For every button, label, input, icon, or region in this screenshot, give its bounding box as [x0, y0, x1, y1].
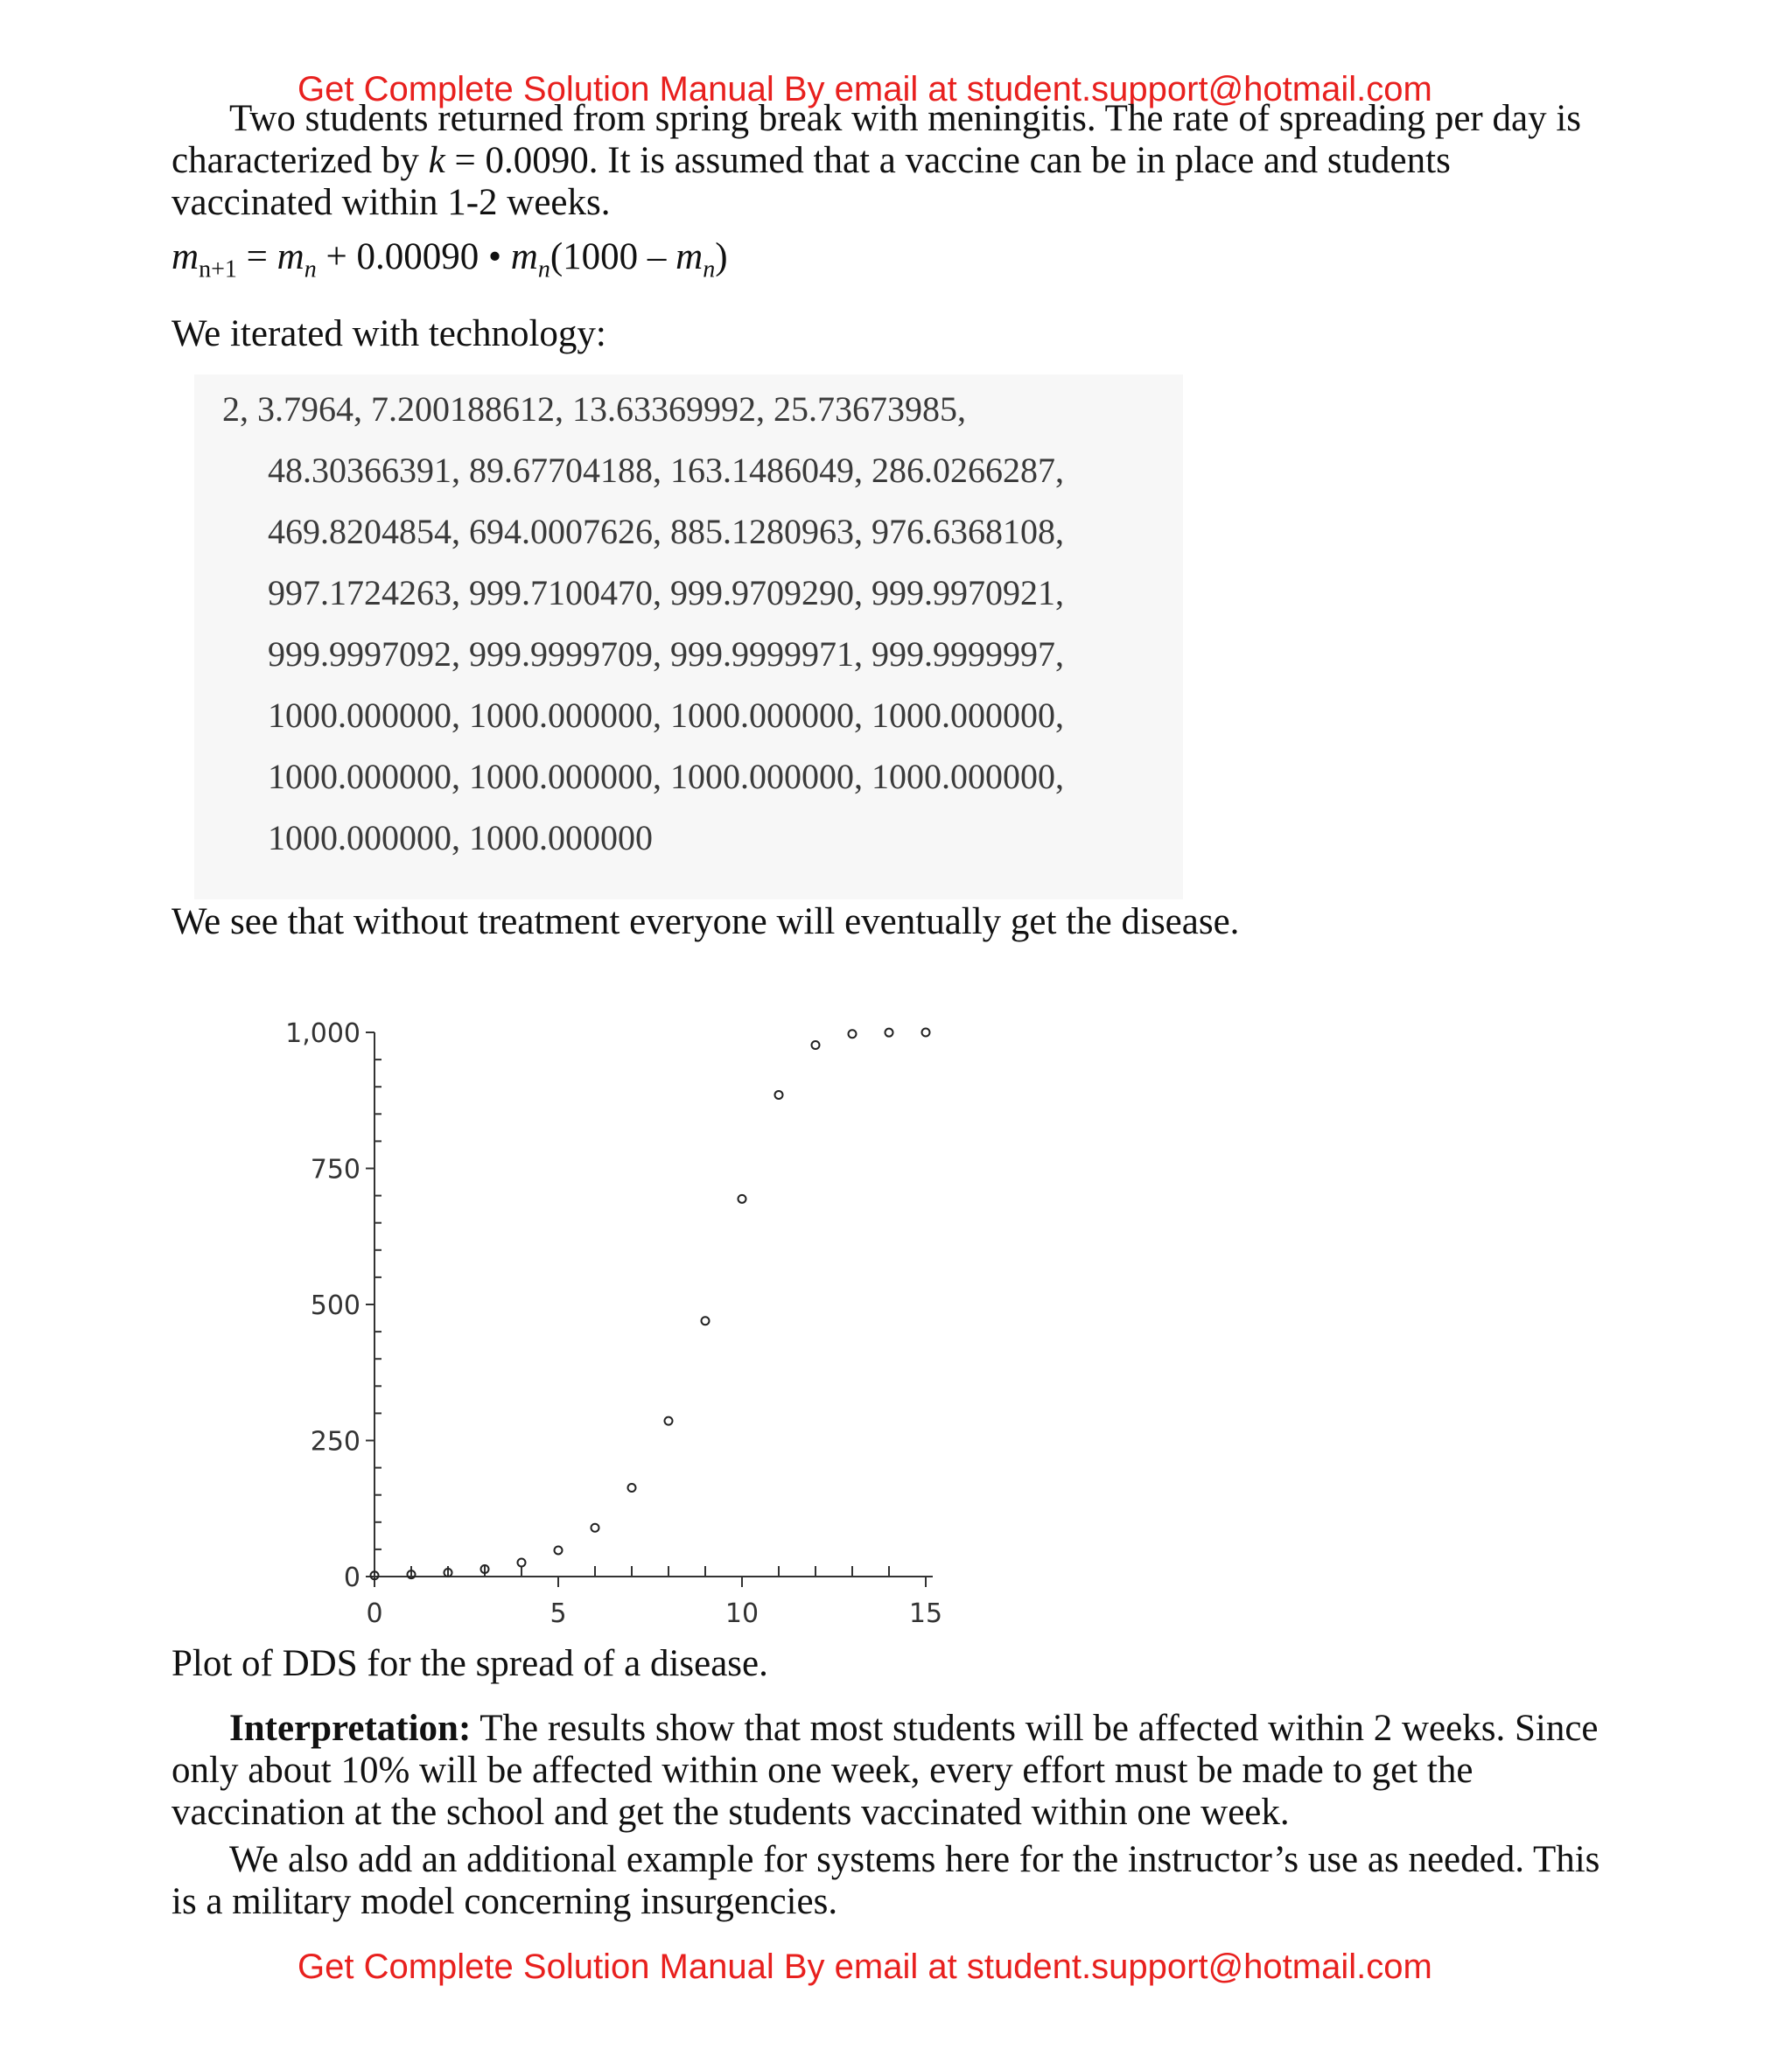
sequence-line: 2, 3.7964, 7.200188612, 13.63369992, 25.73673985,	[222, 389, 966, 429]
top-banner: Get Complete Solution Manual By email at student.support@hotmail.com	[298, 70, 1432, 108]
formula-lhs-sub: n+1	[199, 255, 237, 283]
sequence-line: 1000.000000, 1000.000000, 1000.000000, 1000.000000,	[268, 757, 1064, 796]
formula-paren-open: (1000 –	[550, 236, 667, 277]
bottom-banner: Get Complete Solution Manual By email at student.support@hotmail.com	[298, 1948, 1432, 1986]
formula-m2-sub: n	[537, 255, 550, 283]
data-point	[665, 1417, 673, 1425]
dds-scatter-plot	[245, 1006, 962, 1654]
x-tick-label: 5	[550, 1598, 567, 1629]
y-tick-label: 500	[310, 1290, 360, 1321]
formula-m3: m	[676, 236, 704, 277]
x-tick-label: 0	[366, 1598, 383, 1629]
y-tick-label: 1,000	[285, 1018, 360, 1049]
sequence-output-box	[194, 374, 1183, 899]
y-tick-label: 750	[310, 1154, 360, 1185]
sequence-line: 1000.000000, 1000.000000, 1000.000000, 1000.000000,	[268, 696, 1064, 735]
formula-m1: m	[276, 236, 304, 277]
interpretation-line-1-text: The results show that most students will be affected within 2 weeks. Since	[480, 1708, 1599, 1749]
additional-line-2: is a military model concerning insurgencies.	[172, 1881, 838, 1922]
chart-caption: Plot of DDS for the spread of a disease.	[172, 1643, 768, 1684]
formula-paren-close: )	[715, 236, 728, 277]
sequence-line: 997.1724263, 999.7100470, 999.9709290, 999.9970921,	[268, 573, 1064, 612]
data-point	[628, 1484, 636, 1492]
x-tick-label: 15	[908, 1598, 943, 1629]
formula-lhs: m	[172, 236, 200, 277]
sequence-line: 1000.000000, 1000.000000	[268, 818, 653, 857]
formula-plus-term: + 0.00090 •	[326, 236, 501, 277]
conclusion-text: We see that without treatment everyone will eventually get the disease.	[172, 901, 1240, 942]
data-point	[812, 1041, 820, 1049]
recurrence-formula	[172, 236, 728, 291]
data-point	[592, 1524, 599, 1532]
data-point	[555, 1546, 563, 1554]
k-value: = 0.0090.	[454, 140, 598, 181]
sequence-line: 999.9997092, 999.9999709, 999.9999971, 999.9999997,	[268, 634, 1064, 674]
formula-equals: =	[246, 236, 268, 277]
intro-line-3: vaccinated within 1-2 weeks.	[172, 182, 611, 223]
interpretation-line-1	[229, 1708, 1599, 1750]
iterated-label: We iterated with technology:	[172, 313, 606, 354]
sequence-line: 469.8204854, 694.0007626, 885.1280963, 976.6368108,	[268, 512, 1064, 551]
formula-m1-sub: n	[304, 255, 317, 283]
formula-m3-sub: n	[703, 255, 716, 283]
x-tick-label: 10	[724, 1598, 760, 1629]
data-point	[738, 1195, 746, 1203]
variable-k: k	[428, 140, 445, 181]
intro-line-2-pre: characterized by	[172, 140, 419, 181]
interpretation-label: Interpretation:	[229, 1708, 472, 1749]
additional-line-1: We also add an additional example for systems here for the instructor’s use as needed. This	[229, 1839, 1600, 1880]
y-tick-label: 0	[343, 1563, 360, 1593]
interpretation-line-3: vaccination at the school and get the students vaccinated within one week.	[172, 1792, 1290, 1833]
interpretation-line-2: only about 10% will be affected within one week, every effort must be made to get the	[172, 1750, 1474, 1791]
data-point	[518, 1558, 526, 1566]
data-point	[702, 1317, 710, 1325]
intro-line-2	[172, 140, 1451, 182]
data-point	[849, 1030, 857, 1038]
intro-line-2-post: It is assumed that a vaccine can be in place and students	[607, 140, 1451, 181]
data-point	[886, 1029, 893, 1037]
data-point	[775, 1091, 783, 1099]
intro-line-1: Two students returned from spring break with meningitis. The rate of spreading per day is	[229, 98, 1582, 139]
sequence-line: 48.30366391, 89.67704188, 163.1486049, 286.0266287,	[268, 451, 1064, 490]
y-tick-label: 250	[310, 1426, 360, 1458]
data-point	[922, 1029, 930, 1037]
formula-m2: m	[510, 236, 538, 277]
